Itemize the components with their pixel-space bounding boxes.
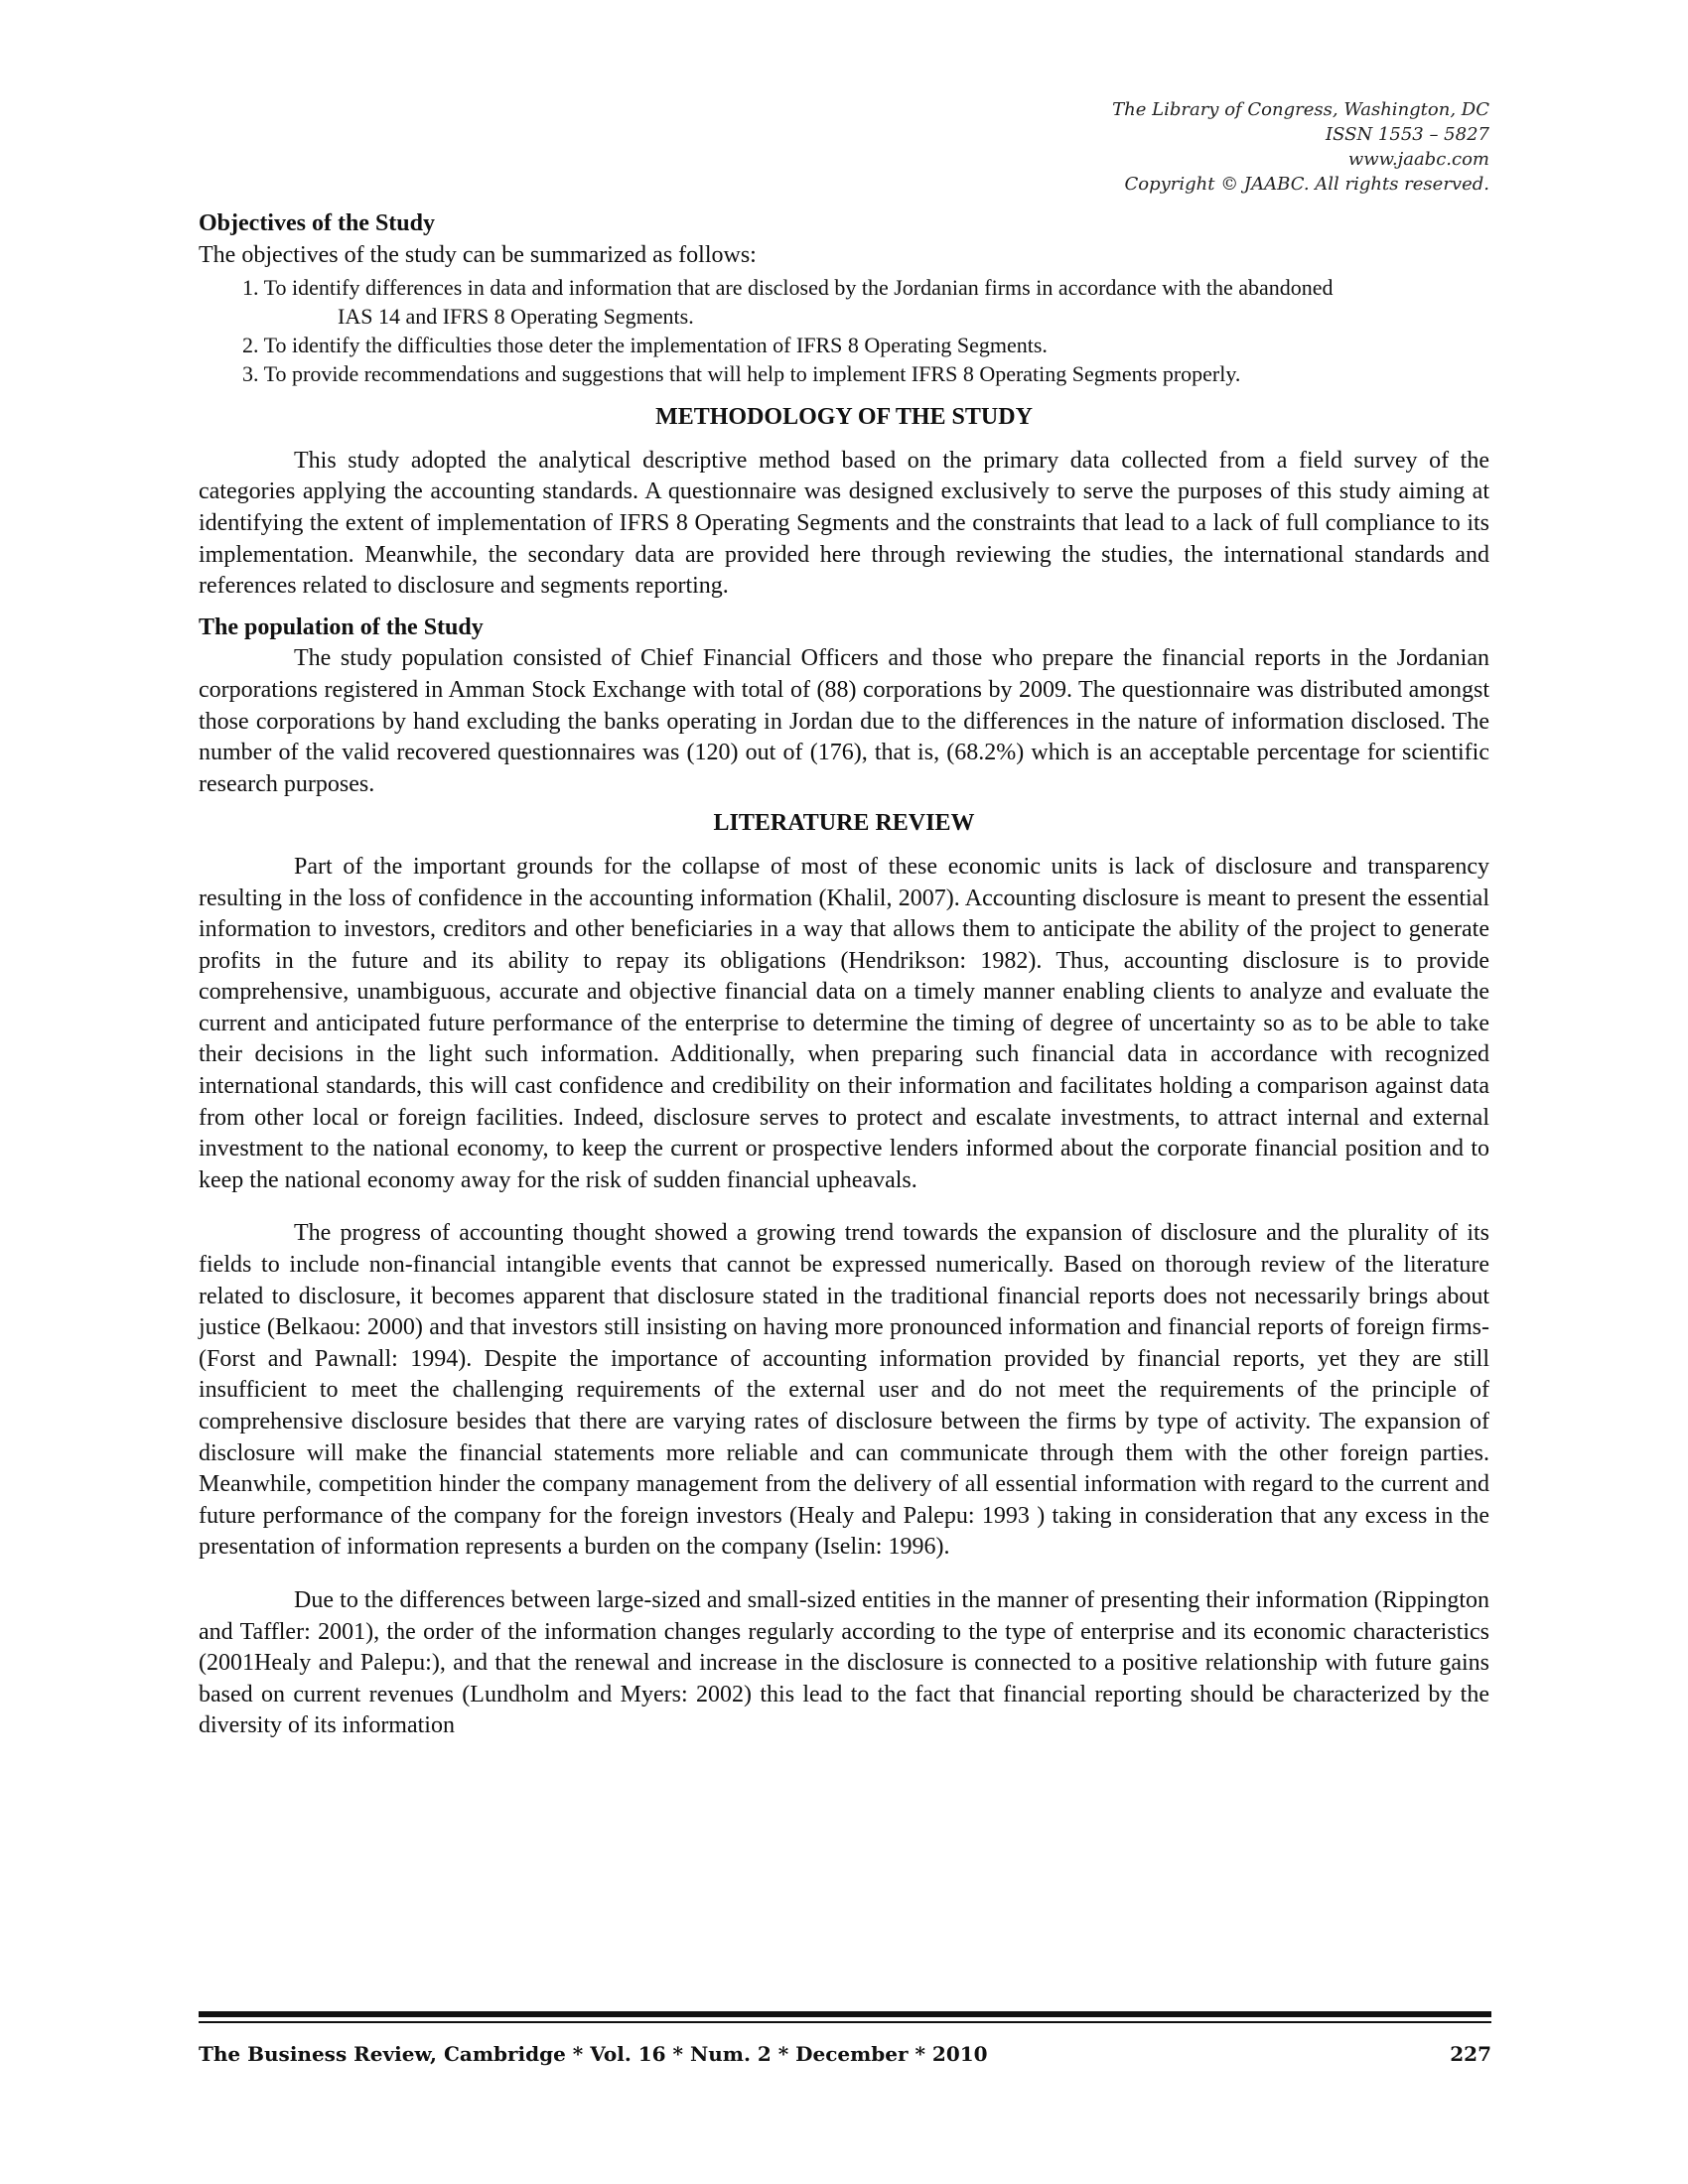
- objectives-intro: The objectives of the study can be summarized as follows:: [199, 241, 757, 268]
- objective-number: 1.: [242, 275, 259, 301]
- objective-text: To provide recommendations and suggestions that will help to implement IFRS 8 Operating Segments properly.: [263, 361, 1241, 387]
- literature-paragraph: Part of the important grounds for the collapse of most of these economic units is lack of disclosure and transparency resulting in the loss of confidence in the accounting information (Khalil, 2007). Accounting disclosure is meant to present the essential information to investors, creditors and other beneficiaries in a way that allows them to anticipate the ability of the project to generate profits in the future and its ability to repay its obligations (Hendrikson: 1982). Thus, accounting disclosure is to provide comprehensive, unambiguous, accurate and objective financial data on a timely manner enabling clients to analyze and evaluate the current and anticipated future performance of the enterprise to determine the timing of degree of uncertainty so as to be able to take their decisions in the light such information. Additionally, when preparing such financial data in accordance with recognized international standards, this will cast confidence and credibility on their information and facilitates holding a comparison against data from other local or foreign facilities. Indeed, disclosure serves to protect and escalate investments, to attract internal and external investment to the national economy, to keep the current or prospective lenders informed about the corporate financial position and to keep the national economy away for the risk of sudden financial upheavals.: [199, 853, 1489, 1193]
- objective-item: [199, 273, 1489, 331]
- footer-journal-citation: The Business Review, Cambridge * Vol. 16 * Num. 2 * December * 2010: [199, 2042, 988, 2066]
- methodology-heading: METHODOLOGY OF THE STUDY: [655, 404, 1033, 431]
- page-number: 227: [1450, 2042, 1491, 2066]
- objective-text-continuation: IAS 14 and IFRS 8 Operating Segments.: [338, 304, 694, 330]
- journal-header: [1112, 97, 1489, 197]
- literature-heading: LITERATURE REVIEW: [713, 810, 975, 837]
- objective-number: 3.: [242, 361, 259, 387]
- population-paragraph: The study population consisted of Chief Financial Officers and those who prepare the financial reports in the Jordanian corporations registered in Amman Stock Exchange with total of (88) corporations by 2009. The questionnaire was distributed amongst those corporations by hand excluding the banks operating in Jordan due to the differences in the nature of information disclosed. The number of the valid recovered questionnaires was (120) out of (176), that is, (68.2%) which is an acceptable percentage for scientific research purposes.: [199, 645, 1489, 797]
- objectives-heading: Objectives of the Study: [199, 210, 435, 236]
- article-body: [199, 208, 1489, 1742]
- header-library-line: The Library of Congress, Washington, DC: [1112, 99, 1489, 120]
- page-footer: [199, 2042, 1491, 2066]
- header-issn-line: ISSN 1553 – 5827: [1326, 124, 1489, 145]
- literature-paragraph: The progress of accounting thought showed a growing trend towards the expansion of disclosure and the plurality of its fields to include non-financial intangible events that cannot be expressed numerically. Based on thorough review of the literature related to disclosure, it becomes apparent that disclosure stated in the traditional financial reports does not necessarily brings about justice (Belkaou: 2000) and that investors still insisting on having more pronounced information and financial reports of foreign firms- (Forst and Pawnall: 1994). Despite the importance of accounting information provided by financial reports, yet they are still insufficient to meet the challenging requirements of the external user and do not meet the requirements of the principle of comprehensive disclosure besides that there are varying rates of disclosure between the firms by type of activity. The expansion of disclosure will make the financial statements more reliable and can communicate through them with the other foreign parties. Meanwhile, competition hinder the company management from the delivery of all essential information with regard to the current and future performance of the company for the foreign investors (Healy and Palepu: 1993 ) taking in consideration that any excess in the presentation of information represents a burden on the company (Iselin: 1996).: [199, 1220, 1489, 1561]
- footer-rule: [199, 2021, 1491, 2023]
- header-copyright-line: Copyright © JAABC. All rights reserved.: [1124, 174, 1489, 195]
- literature-paragraph: Due to the differences between large-sized and small-sized entities in the manner of presenting their information (Rippington and Taffler: 2001), the order of the information changes regularly according to the type of enterprise and its economic characteristics (2001Healy and Palepu:), and that the renewal and increase in the disclosure is connected to a positive relationship with future gains based on current revenues (Lundholm and Myers: 2002) this lead to the fact that financial reporting should be characterized by the diversity of its information: [199, 1586, 1489, 1739]
- objective-item: [199, 331, 1489, 359]
- population-heading: The population of the Study: [199, 614, 484, 640]
- header-website-line: www.jaabc.com: [1347, 149, 1489, 170]
- objective-number: 2.: [242, 333, 259, 358]
- objective-item: [199, 359, 1489, 388]
- objective-text: To identify the difficulties those deter the implementation of IFRS 8 Operating Segments.: [263, 333, 1048, 358]
- footer-rule: [199, 2011, 1491, 2017]
- objective-text: To identify differences in data and information that are disclosed by the Jordanian firms in accordance with the abandoned: [263, 275, 1334, 301]
- objectives-list: [199, 273, 1489, 388]
- methodology-paragraph: This study adopted the analytical descriptive method based on the primary data collected from a field survey of the categories applying the accounting standards. A questionnaire was designed exclusively to serve the purposes of this study aiming at identifying the extent of implementation of IFRS 8 Operating Segments and the constraints that lead to a lack of full compliance to its implementation. Meanwhile, the secondary data are provided here through reviewing the studies, the international standards and references related to disclosure and segments reporting.: [199, 447, 1489, 600]
